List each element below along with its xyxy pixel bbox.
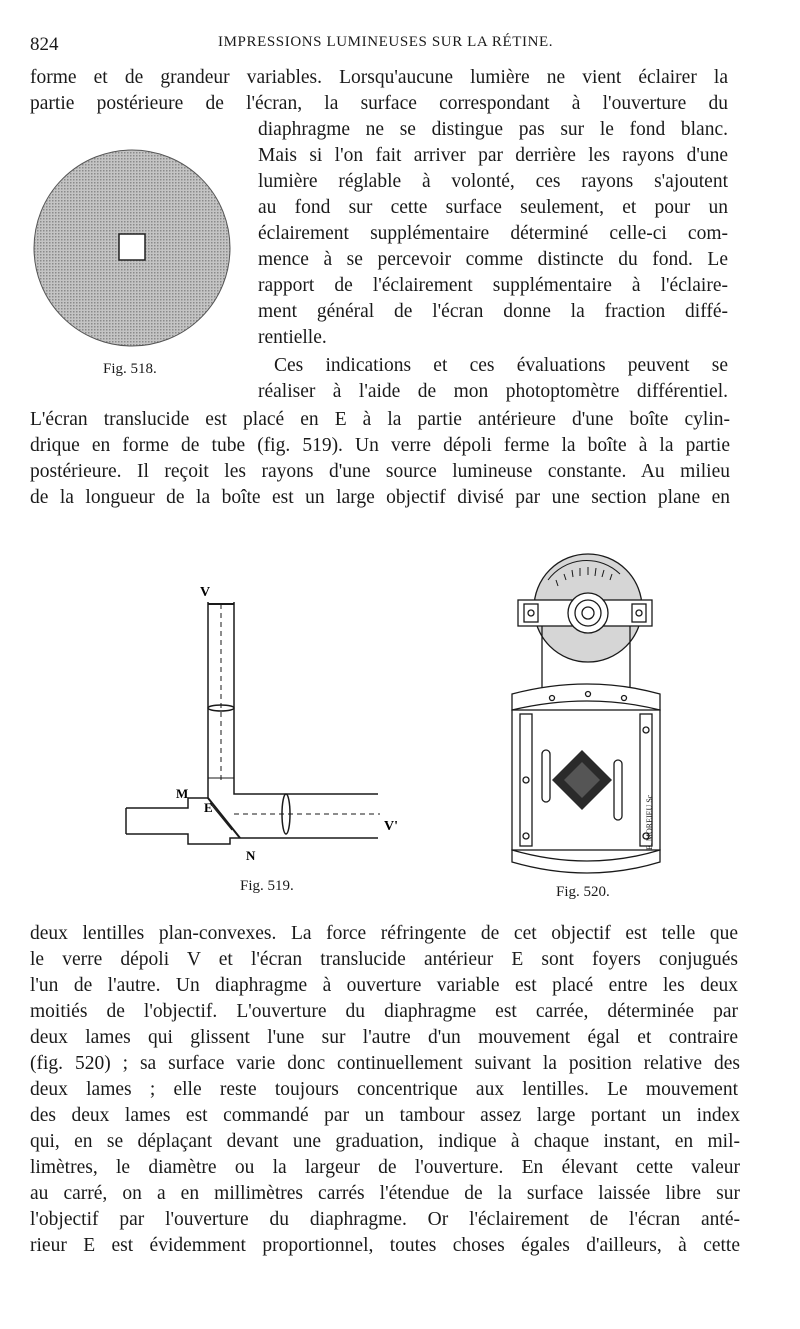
horizontal-tube-outline-lower <box>126 834 378 844</box>
drum-hub-inner <box>582 607 594 619</box>
figure-520-caption: Fig. 520. <box>556 884 610 900</box>
text-line: au carré, on a en millimètres carrés l'étendue de la surface laissée libre sur <box>30 1183 740 1204</box>
horizontal-tube-outline-upper-left <box>126 778 208 808</box>
text-line: deux lames ; elle reste toujours concentrique aux lentilles. Le mouvement <box>30 1079 738 1100</box>
text-line: le verre dépoli V et l'écran translucide antérieur E sont foyers conjugués <box>30 949 738 970</box>
text-line: lumière réglable à volonté, ces rayons s'ajoutent <box>258 171 728 192</box>
figure-519-caption: Fig. 519. <box>240 878 294 894</box>
text-line: l'un de l'autre. Un diaphragme à ouverture variable est placé entre les deux <box>30 975 738 996</box>
housing-top-band <box>512 684 660 710</box>
text-line: des deux lames est commandé par un tambour assez large portant un index <box>30 1105 740 1126</box>
housing-bottom-band <box>512 850 660 873</box>
horizontal-tube-outline-upper-right <box>234 778 378 794</box>
label-V: V <box>200 585 211 600</box>
running-header <box>30 28 730 56</box>
figure-520 <box>500 550 660 880</box>
text-line: rentielle. <box>258 327 327 348</box>
left-slot <box>542 750 550 802</box>
label-M: M <box>176 786 189 801</box>
text-line: deux lentilles plan-convexes. La force réfringente de cet objectif est telle que <box>30 923 738 944</box>
text-line: Ces indications et ces évaluations peuvent se <box>274 355 728 376</box>
text-line: drique en forme de tube (fig. 519). Un verre dépoli ferme la boîte à la partie <box>30 435 730 456</box>
text-line: rieur E est évidemment proportionnel, toutes choses égales d'ailleurs, à cette <box>30 1235 740 1256</box>
text-line: postérieure. Il reçoit les rayons d'une source lumineuse constante. Au milieu <box>30 461 730 482</box>
text-line: l'objectif par l'ouverture du diaphragme. Or l'éclairement de l'écran anté- <box>30 1209 740 1230</box>
right-slot <box>614 760 622 820</box>
figure-519 <box>118 582 418 862</box>
text-line: Mais si l'on fait arriver par derrière les rayons d'une <box>258 145 728 166</box>
text-line: de la longueur de la boîte est un large objectif divisé par une section plane en <box>30 487 730 508</box>
left-boss <box>524 604 538 622</box>
text-line: moitiés de l'objectif. L'ouverture du diaphragme est carrée, déterminée par <box>30 1001 738 1022</box>
label-N: N <box>246 848 256 863</box>
screen-E-hatch <box>210 803 232 830</box>
text-line: rapport de l'éclairement supplémentaire à l'éclaire- <box>258 275 728 296</box>
left-slide-rail <box>520 714 532 846</box>
running-title: IMPRESSIONS LUMINEUSES SUR LA RÉTINE. <box>218 34 554 50</box>
right-boss <box>632 604 646 622</box>
text-line: (fig. 520) ; sa surface varie donc continuellement suivant la position relative des <box>30 1053 740 1074</box>
text-line: mence à se percevoir comme distincte du fond. Le <box>258 249 728 270</box>
text-line: partie postérieure de l'écran, la surface correspondant à l'ouverture du <box>30 93 728 114</box>
text-line: diaphragme ne se distingue pas sur le fond blanc. <box>258 119 728 140</box>
square-opening <box>119 234 145 260</box>
text-line: éclairement supplémentaire déterminé celle-ci com- <box>258 223 728 244</box>
text-line: au fond sur cette surface seulement, et pour un <box>258 197 728 218</box>
text-line: deux lames qui glissent l'une sur l'autre d'un mouvement égal et contraire <box>30 1027 738 1048</box>
figure-518 <box>22 140 242 360</box>
text-line: limètres, le diamètre ou la largeur de l'ouverture. En élevant cette valeur <box>30 1157 740 1178</box>
text-line: qui, en se déplaçant devant une graduation, indique à chaque instant, en mil- <box>30 1131 740 1152</box>
figure-518-caption: Fig. 518. <box>103 361 157 377</box>
page-number: 824 <box>30 34 59 55</box>
label-E: E <box>204 800 213 815</box>
engraver-signature: E. MOREIEU Sc <box>645 794 654 850</box>
screen-E <box>208 798 240 838</box>
text-line: L'écran translucide est placé en E à la partie antérieure d'une boîte cylin- <box>30 409 730 430</box>
text-line: réaliser à l'aide de mon photoptomètre différentiel. <box>258 381 728 402</box>
text-line: forme et de grandeur variables. Lorsqu'aucune lumière ne vient éclairer la <box>30 67 728 88</box>
label-V-prime: V' <box>384 819 398 834</box>
text-line: ment général de l'écran donne la fraction diffé- <box>258 301 728 322</box>
